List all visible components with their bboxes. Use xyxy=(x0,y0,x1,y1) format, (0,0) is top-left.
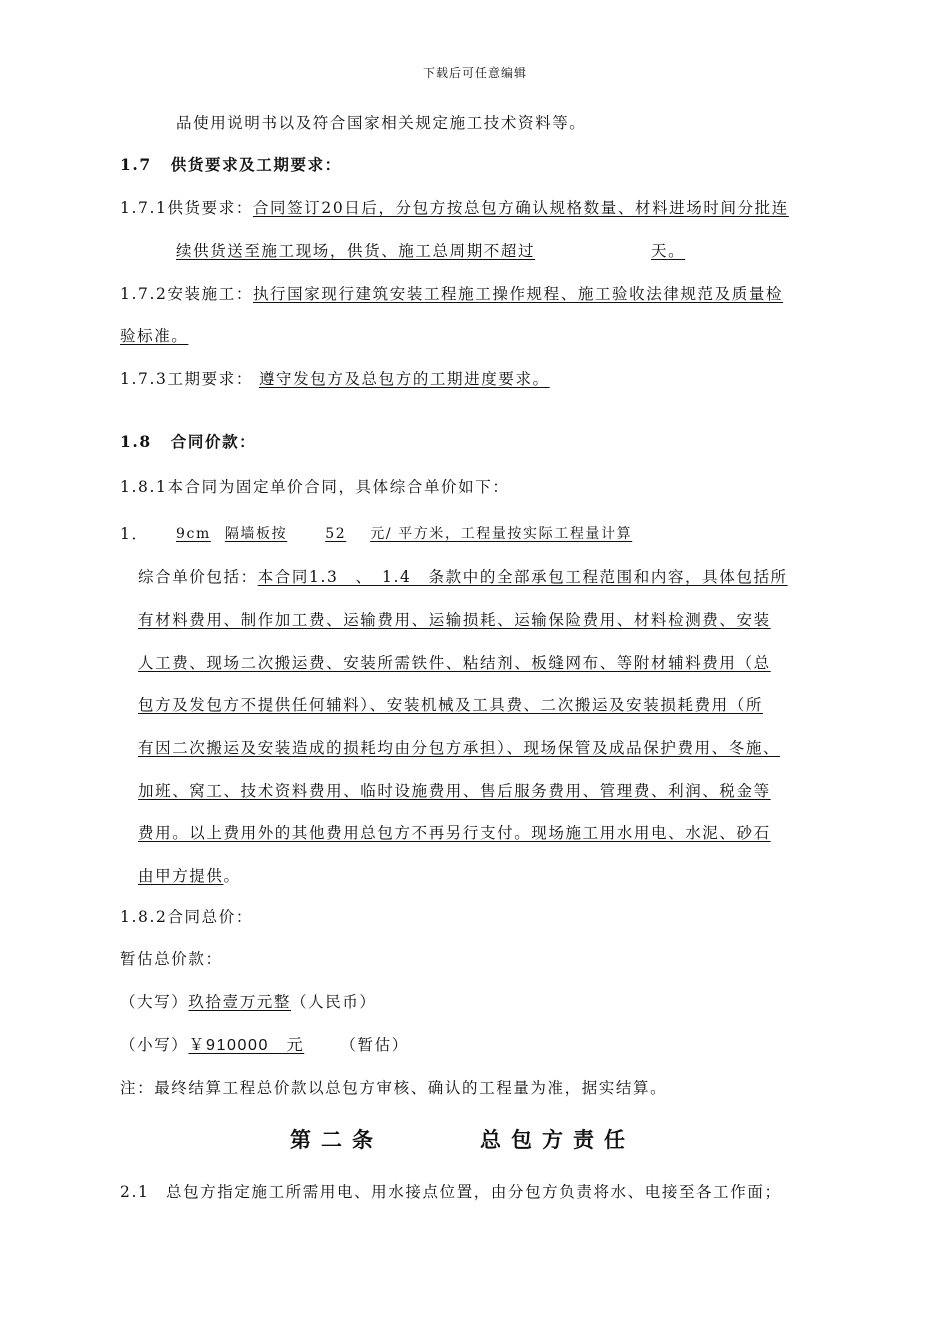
included-items-line: 加班、窝工、技术资料费用、临时设施费用、售后服务费用、管理费、利润、税金等 xyxy=(138,782,771,800)
included-text: 由甲方提供 xyxy=(138,867,224,885)
article-number: 第二条 xyxy=(290,1127,383,1152)
clause-label: 1.7.3工期要求： xyxy=(120,370,253,388)
item-number: 1． xyxy=(120,525,149,543)
included-items-line: 有因二次搬运及安装造成的损耗均由分包方承担）、现场保管及成品保护费用、冬施、 xyxy=(138,739,781,757)
clause-text: 合同签订20日后，分包方按总包方确认规格数量、材料进场时间分批连 xyxy=(252,199,789,217)
amount-words-value: 玖拾壹万元整 xyxy=(188,993,292,1011)
amount-words-label: （大写） xyxy=(120,993,189,1011)
clause-1-7-2-continued xyxy=(120,325,188,347)
amount-figures-label: （小写） xyxy=(120,1036,189,1054)
amount-in-words xyxy=(120,991,377,1013)
clause-text: 续供货送至施工现场，供货、施工总周期不超过 xyxy=(176,242,536,260)
price-item-1 xyxy=(120,523,633,545)
clause-1-7-3 xyxy=(120,368,550,390)
estimate-note: （暂估） xyxy=(340,1036,409,1054)
included-items-line xyxy=(138,566,788,588)
clause-1-7-2 xyxy=(120,283,783,305)
clause-text: 验标准。 xyxy=(120,327,189,345)
amount-figures-value: ￥910000 元 xyxy=(188,1037,305,1054)
clause-1-7-1 xyxy=(120,197,789,219)
clause-1-7-1-continued xyxy=(166,240,688,262)
currency: （人民币） xyxy=(291,993,377,1011)
section-number: 1.8 xyxy=(120,432,152,451)
article-title: 总包方责任 xyxy=(480,1127,635,1152)
section-title: 合同价款： xyxy=(170,432,257,451)
clause-label: 1.7.2安装施工： xyxy=(120,285,253,303)
clause-label: 1.7.1供货要求： xyxy=(120,199,253,217)
included-items-line: 有材料费用、制作加工费、运输费用、运输损耗、运输保险费用、材料检测费、安装 xyxy=(138,611,771,629)
included-items-line: 由甲方提供。 xyxy=(138,867,241,885)
clause-text: 总包方指定施工所需用电、用水接点位置，由分包方负责将水、电接至各工作面； xyxy=(165,1183,782,1201)
included-items-line: 人工费、现场二次搬运费、安装所需铁件、粘结剂、板缝网布、等附材辅料费用（总 xyxy=(138,654,771,672)
included-items-line: 费用。以上费用外的其他费用总包方不再另行支付。现场施工用水用电、水泥、砂石 xyxy=(138,824,771,842)
amount-in-figures xyxy=(120,1034,409,1057)
included-items-line: 包方及发包方不提供任何辅料）、安装机械及工具费、二次搬运及安装损耗费用（所 xyxy=(138,696,763,714)
clause-text: 执行国家现行建筑安装工程施工操作规程、施工验收法律规范及质量检 xyxy=(252,285,784,303)
section-number: 1.7 xyxy=(120,155,152,174)
clause-number: 2.1 xyxy=(120,1183,150,1201)
page-header: 下载后可任意编辑 xyxy=(422,66,527,80)
included-text: 本合同1.3 、 1.4 条款中的全部承包工程范围和内容，具体包括所 xyxy=(257,568,788,586)
item-description: 9cm 隔墙板按 52 元/ 平方米，工程量按实际工程量计算 xyxy=(176,526,633,542)
clause-text: 遵守发包方及总包方的工期进度要求。 xyxy=(258,370,550,388)
included-label: 综合单价包括： xyxy=(138,568,258,586)
clause-text-end: 天。 xyxy=(651,242,686,260)
estimate-label: 暂估总价款： xyxy=(120,950,223,968)
clause-1-8-1: 1.8.1本合同为固定单价合同，具体综合单价如下： xyxy=(120,478,510,496)
section-1-7-heading xyxy=(120,154,342,176)
section-1-8-heading xyxy=(120,431,256,453)
settlement-note: 注：最终结算工程总价款以总包方审核、确认的工程量为准，据实结算。 xyxy=(120,1079,668,1097)
clause-2-1 xyxy=(120,1181,782,1203)
section-title: 供货要求及工期要求： xyxy=(170,155,342,174)
paragraph-line: 品使用说明书以及符合国家相关规定施工技术资料等。 xyxy=(176,114,587,132)
clause-1-8-2: 1.8.2合同总价： xyxy=(120,908,253,926)
